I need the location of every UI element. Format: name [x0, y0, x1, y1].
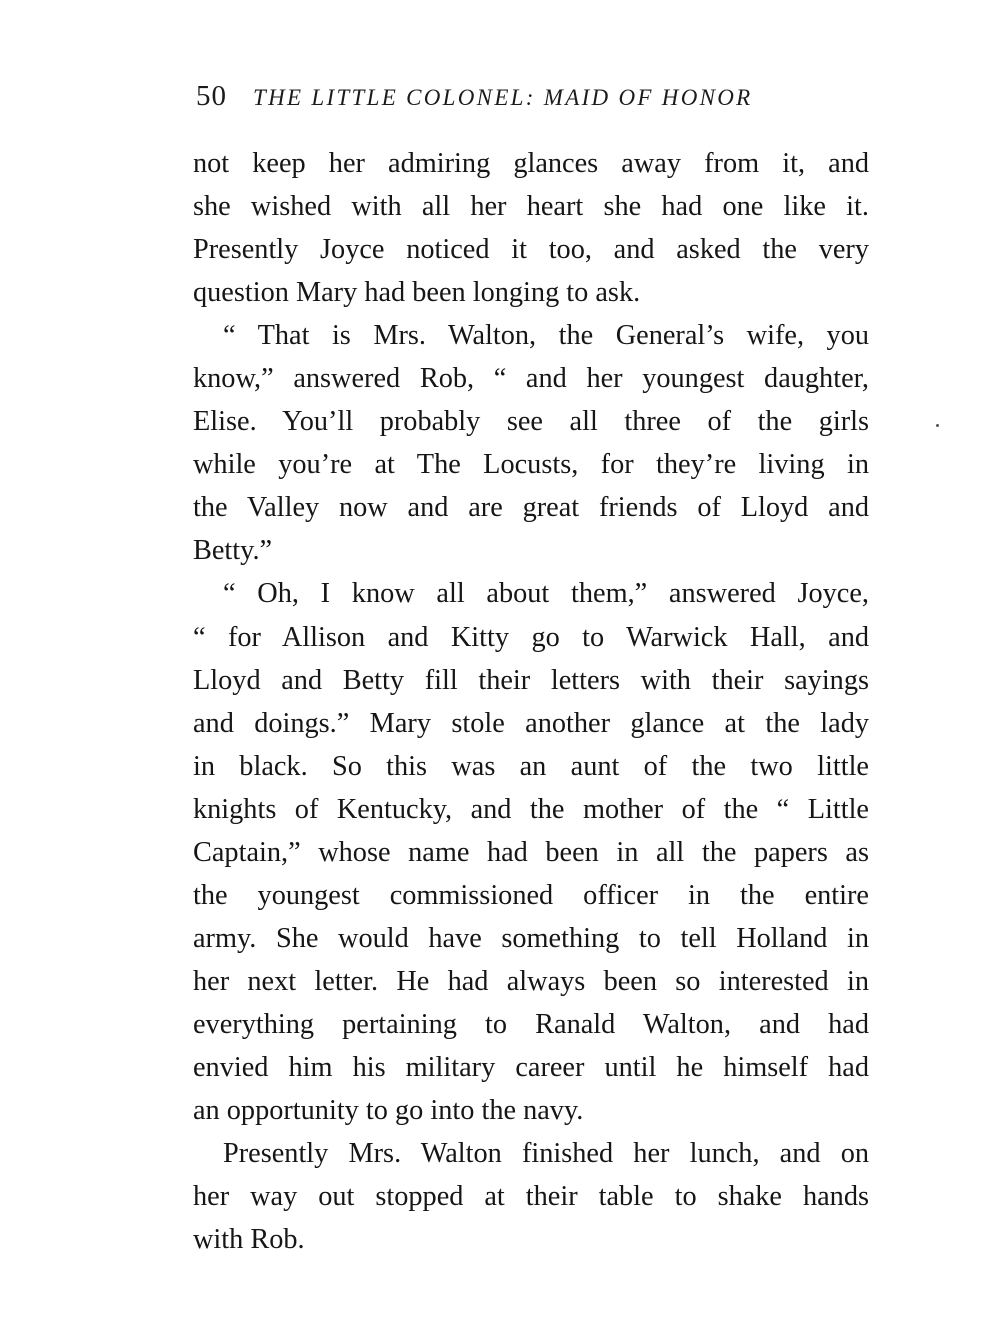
- text-line: the youngest commissioned officer in the entire: [193, 879, 869, 911]
- text-line: know,” answered Rob, “ and her youngest daughter,: [193, 363, 869, 395]
- text-line: her way out stopped at their table to shake hands: [193, 1181, 869, 1213]
- text-line: Lloyd and Betty fill their letters with their sayings: [193, 664, 869, 696]
- running-head: [196, 80, 876, 113]
- ink-speck: [936, 424, 939, 427]
- text-line: everything pertaining to Ranald Walton, and had: [193, 1008, 869, 1040]
- text-line: Captain,” whose name had been in all the papers as: [193, 836, 869, 868]
- text-line: in black. So this was an aunt of the two little: [193, 750, 869, 782]
- text-line: an opportunity to go into the navy.: [193, 1095, 584, 1127]
- page-number: 50: [196, 80, 227, 112]
- text-line: Betty.”: [193, 535, 273, 567]
- text-line: not keep her admiring glances away from it, and: [193, 148, 869, 179]
- text-line: the Valley now and are great friends of Lloyd and: [193, 492, 869, 524]
- text-line: question Mary had been longing to ask.: [193, 277, 641, 309]
- body-text: [193, 142, 869, 1261]
- text-line: Presently Mrs. Walton finished her lunch, and on: [223, 1138, 869, 1170]
- text-line: “ for Allison and Kitty go to Warwick Hall, and: [193, 621, 869, 653]
- text-line: envied him his military career until he himself had: [193, 1051, 869, 1083]
- text-line: Elise. You’ll probably see all three of the girls: [193, 406, 869, 438]
- text-line: while you’re at The Locusts, for they’re living in: [193, 449, 869, 481]
- text-line: she wished with all her heart she had one like it.: [193, 191, 869, 223]
- text-line: knights of Kentucky, and the mother of the “ Little: [193, 793, 869, 825]
- text-line: “ That is Mrs. Walton, the General’s wife, you: [223, 320, 869, 352]
- text-line: with Rob.: [193, 1224, 305, 1256]
- text-line: army. She would have something to tell Holland in: [193, 922, 869, 954]
- text-line: and doings.” Mary stole another glance at the lady: [193, 707, 869, 739]
- running-title: THE LITTLE COLONEL: MAID OF HONOR: [253, 85, 753, 110]
- text-line: her next letter. He had always been so interested in: [193, 965, 869, 997]
- text-line: Presently Joyce noticed it too, and asked the very: [193, 234, 869, 266]
- text-line: “ Oh, I know all about them,” answered Joyce,: [223, 578, 869, 610]
